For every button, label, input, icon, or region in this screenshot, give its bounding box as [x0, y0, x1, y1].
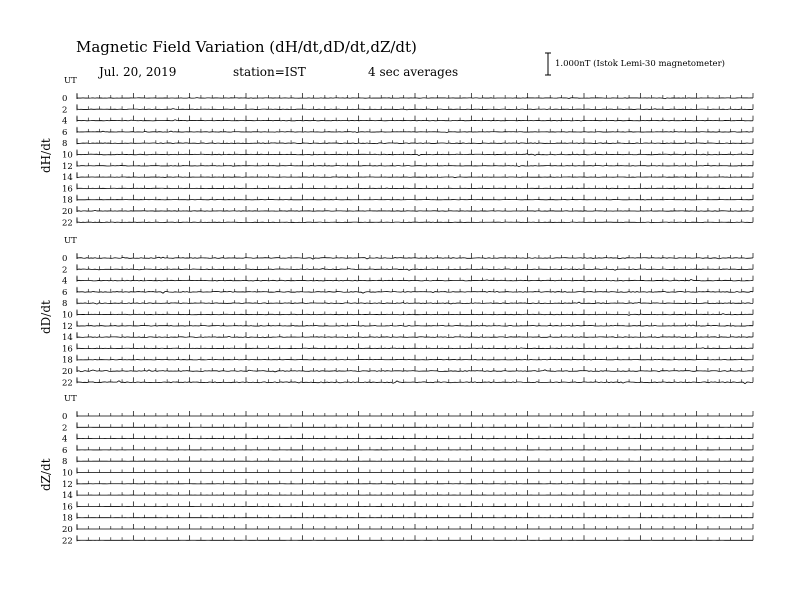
- hour-row-label: 4: [62, 434, 68, 445]
- hour-row-label: 10: [62, 150, 73, 161]
- hour-row-label: 18: [62, 513, 73, 524]
- hour-row-label: 8: [62, 299, 68, 310]
- hour-row-label: 14: [62, 491, 73, 502]
- hour-row-label: 8: [62, 139, 68, 150]
- hour-row-label: 20: [62, 525, 73, 535]
- hour-row-label: 10: [62, 310, 73, 321]
- hour-row-label: 14: [62, 173, 73, 184]
- ut-axis-label: UT: [64, 394, 77, 404]
- hour-row-label: 4: [62, 276, 68, 287]
- hour-row-label: 22: [62, 536, 73, 547]
- panel-ylabel: dZ/dt: [39, 458, 53, 491]
- hour-row-label: 20: [62, 367, 73, 377]
- hour-row-label: 16: [62, 184, 73, 195]
- date-label: Jul. 20, 2019: [99, 65, 177, 79]
- hour-row-label: 6: [62, 445, 68, 456]
- hour-row-label: 12: [62, 479, 73, 490]
- hour-row-label: 6: [62, 127, 68, 138]
- scale-bar-label: 1.000nT (Istok Lemi-30 magnetometer): [555, 59, 725, 69]
- hour-row-label: 18: [62, 195, 73, 206]
- hour-row-label: 14: [62, 333, 73, 344]
- hour-row-label: 0: [62, 254, 68, 264]
- hour-row-label: 2: [62, 265, 68, 276]
- hour-row-label: 8: [62, 457, 68, 468]
- hour-row-label: 18: [62, 355, 73, 366]
- panel-ylabel: dD/dt: [39, 300, 53, 334]
- hour-row-label: 22: [62, 218, 73, 229]
- averaging-label: 4 sec averages: [368, 65, 459, 79]
- hour-row-label: 2: [62, 423, 68, 434]
- hour-row-label: 2: [62, 105, 68, 116]
- hour-row-label: 4: [62, 116, 68, 127]
- hour-row-label: 12: [62, 161, 73, 172]
- hour-row-label: 22: [62, 378, 73, 389]
- hour-row-label: 10: [62, 468, 73, 479]
- chart-title: Magnetic Field Variation (dH/dt,dD/dt,dZ/dt): [76, 38, 417, 56]
- hour-row-label: 16: [62, 502, 73, 513]
- panel-ylabel: dH/dt: [39, 138, 53, 173]
- hour-row-label: 20: [62, 207, 73, 217]
- hour-row-label: 0: [62, 94, 68, 104]
- hour-row-label: 16: [62, 344, 73, 355]
- station-label: station=IST: [233, 65, 306, 79]
- ut-axis-label: UT: [64, 76, 77, 86]
- ut-axis-label: UT: [64, 236, 77, 246]
- hour-row-label: 6: [62, 287, 68, 298]
- hour-row-label: 0: [62, 412, 68, 422]
- hour-row-label: 12: [62, 321, 73, 332]
